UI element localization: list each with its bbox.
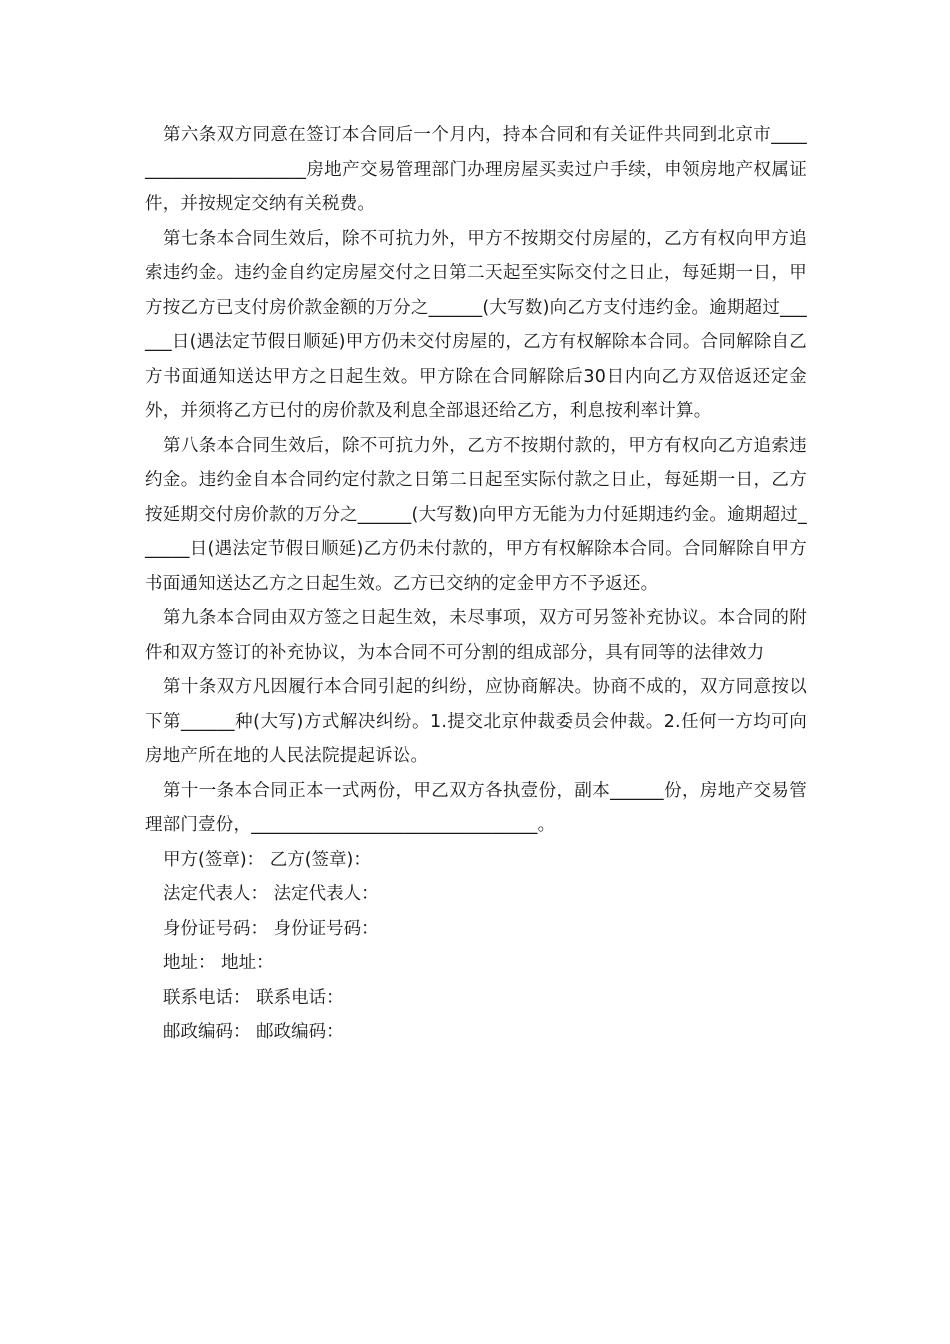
rep-b-label: 法定代表人：: [273, 884, 379, 904]
signature-row-zip: [145, 1015, 807, 1050]
article-6: 第六条双方同意在签订本合同后一个月内，持本合同和有关证件共同到北京市______________________房地产交易管理部门办理房屋买卖过户手续，申领房地产权属证件，并按规定交纳有关税费。: [145, 125, 807, 214]
id-a-label: 身份证号码：: [163, 918, 268, 939]
article-7: 第七条本合同生效后，除不可抗力外，甲方不按期交付房屋的，乙方有权向甲方追索违约金。违约金自约定房屋交付之日第二天起至实际交付之日止，每延期一日，甲方按乙方已支付房价款金额的万分之______(大写数)向乙方支付违约金。逾期超过______日(遇法定节假日顺延)甲方仍未交付房屋的，乙方有权解除本合同。合同解除自乙方书面通知送达甲方之日起生效。甲方除在合同解除后30日内向乙方双倍返还定金外，并须将乙方已付的房价款及利息全部退还给乙方，利息按利率计算。: [145, 228, 807, 421]
signature-block: [145, 843, 807, 1050]
article-9: 第九条本合同由双方签之日起生效，未尽事项，双方可另签补充协议。本合同的附件和双方签订的补充协议，为本合同不可分割的组成部分，具有同等的法律效力: [145, 608, 807, 663]
address-a-label: 地址：: [163, 953, 216, 973]
signature-row-address: [145, 946, 807, 981]
party-a-label: 甲方(签章)：: [163, 849, 265, 870]
article-11: 第十一条本合同正本一式两份，甲乙双方各执壹份，副本______份，房地产交易管理部门壹份，________________________________。: [145, 780, 807, 835]
signature-row-representative: [145, 877, 807, 912]
party-b-label: 乙方(签章)：: [269, 849, 371, 870]
id-b-label: 身份证号码：: [273, 918, 379, 939]
signature-row-phone: [145, 981, 807, 1016]
phone-b-label: 联系电话：: [256, 987, 344, 1008]
signature-row-party: [145, 843, 807, 878]
zip-a-label: 邮政编码：: [163, 1022, 251, 1042]
article-8: 第八条本合同生效后，除不可抗力外，乙方不按期付款的，甲方有权向乙方追索违约金。违约金自本合同约定付款之日第二日起至实际付款之日止，每延期一日，乙方按延期交付房价款的万分之______(大写数)向甲方无能为力付延期违约金。逾期超过______日(遇法定节假日顺延)乙方仍未付款的，甲方有权解除本合同。合同解除自甲方书面通知送达乙方之日起生效。乙方已交纳的定金甲方不予返还。: [145, 435, 807, 594]
article-10: 第十条双方凡因履行本合同引起的纠纷，应协商解决。协商不成的，双方同意按以下第______种(大写)方式解决纠纷。1.提交北京仲裁委员会仲裁。2.任何一方均可向房地产所在地的人民法院提起诉讼。: [145, 677, 807, 766]
signature-row-id: [145, 912, 807, 947]
phone-a-label: 联系电话：: [163, 987, 251, 1008]
zip-b-label: 邮政编码：: [256, 1022, 344, 1042]
rep-a-label: 法定代表人：: [163, 884, 268, 904]
address-b-label: 地址：: [221, 953, 274, 973]
